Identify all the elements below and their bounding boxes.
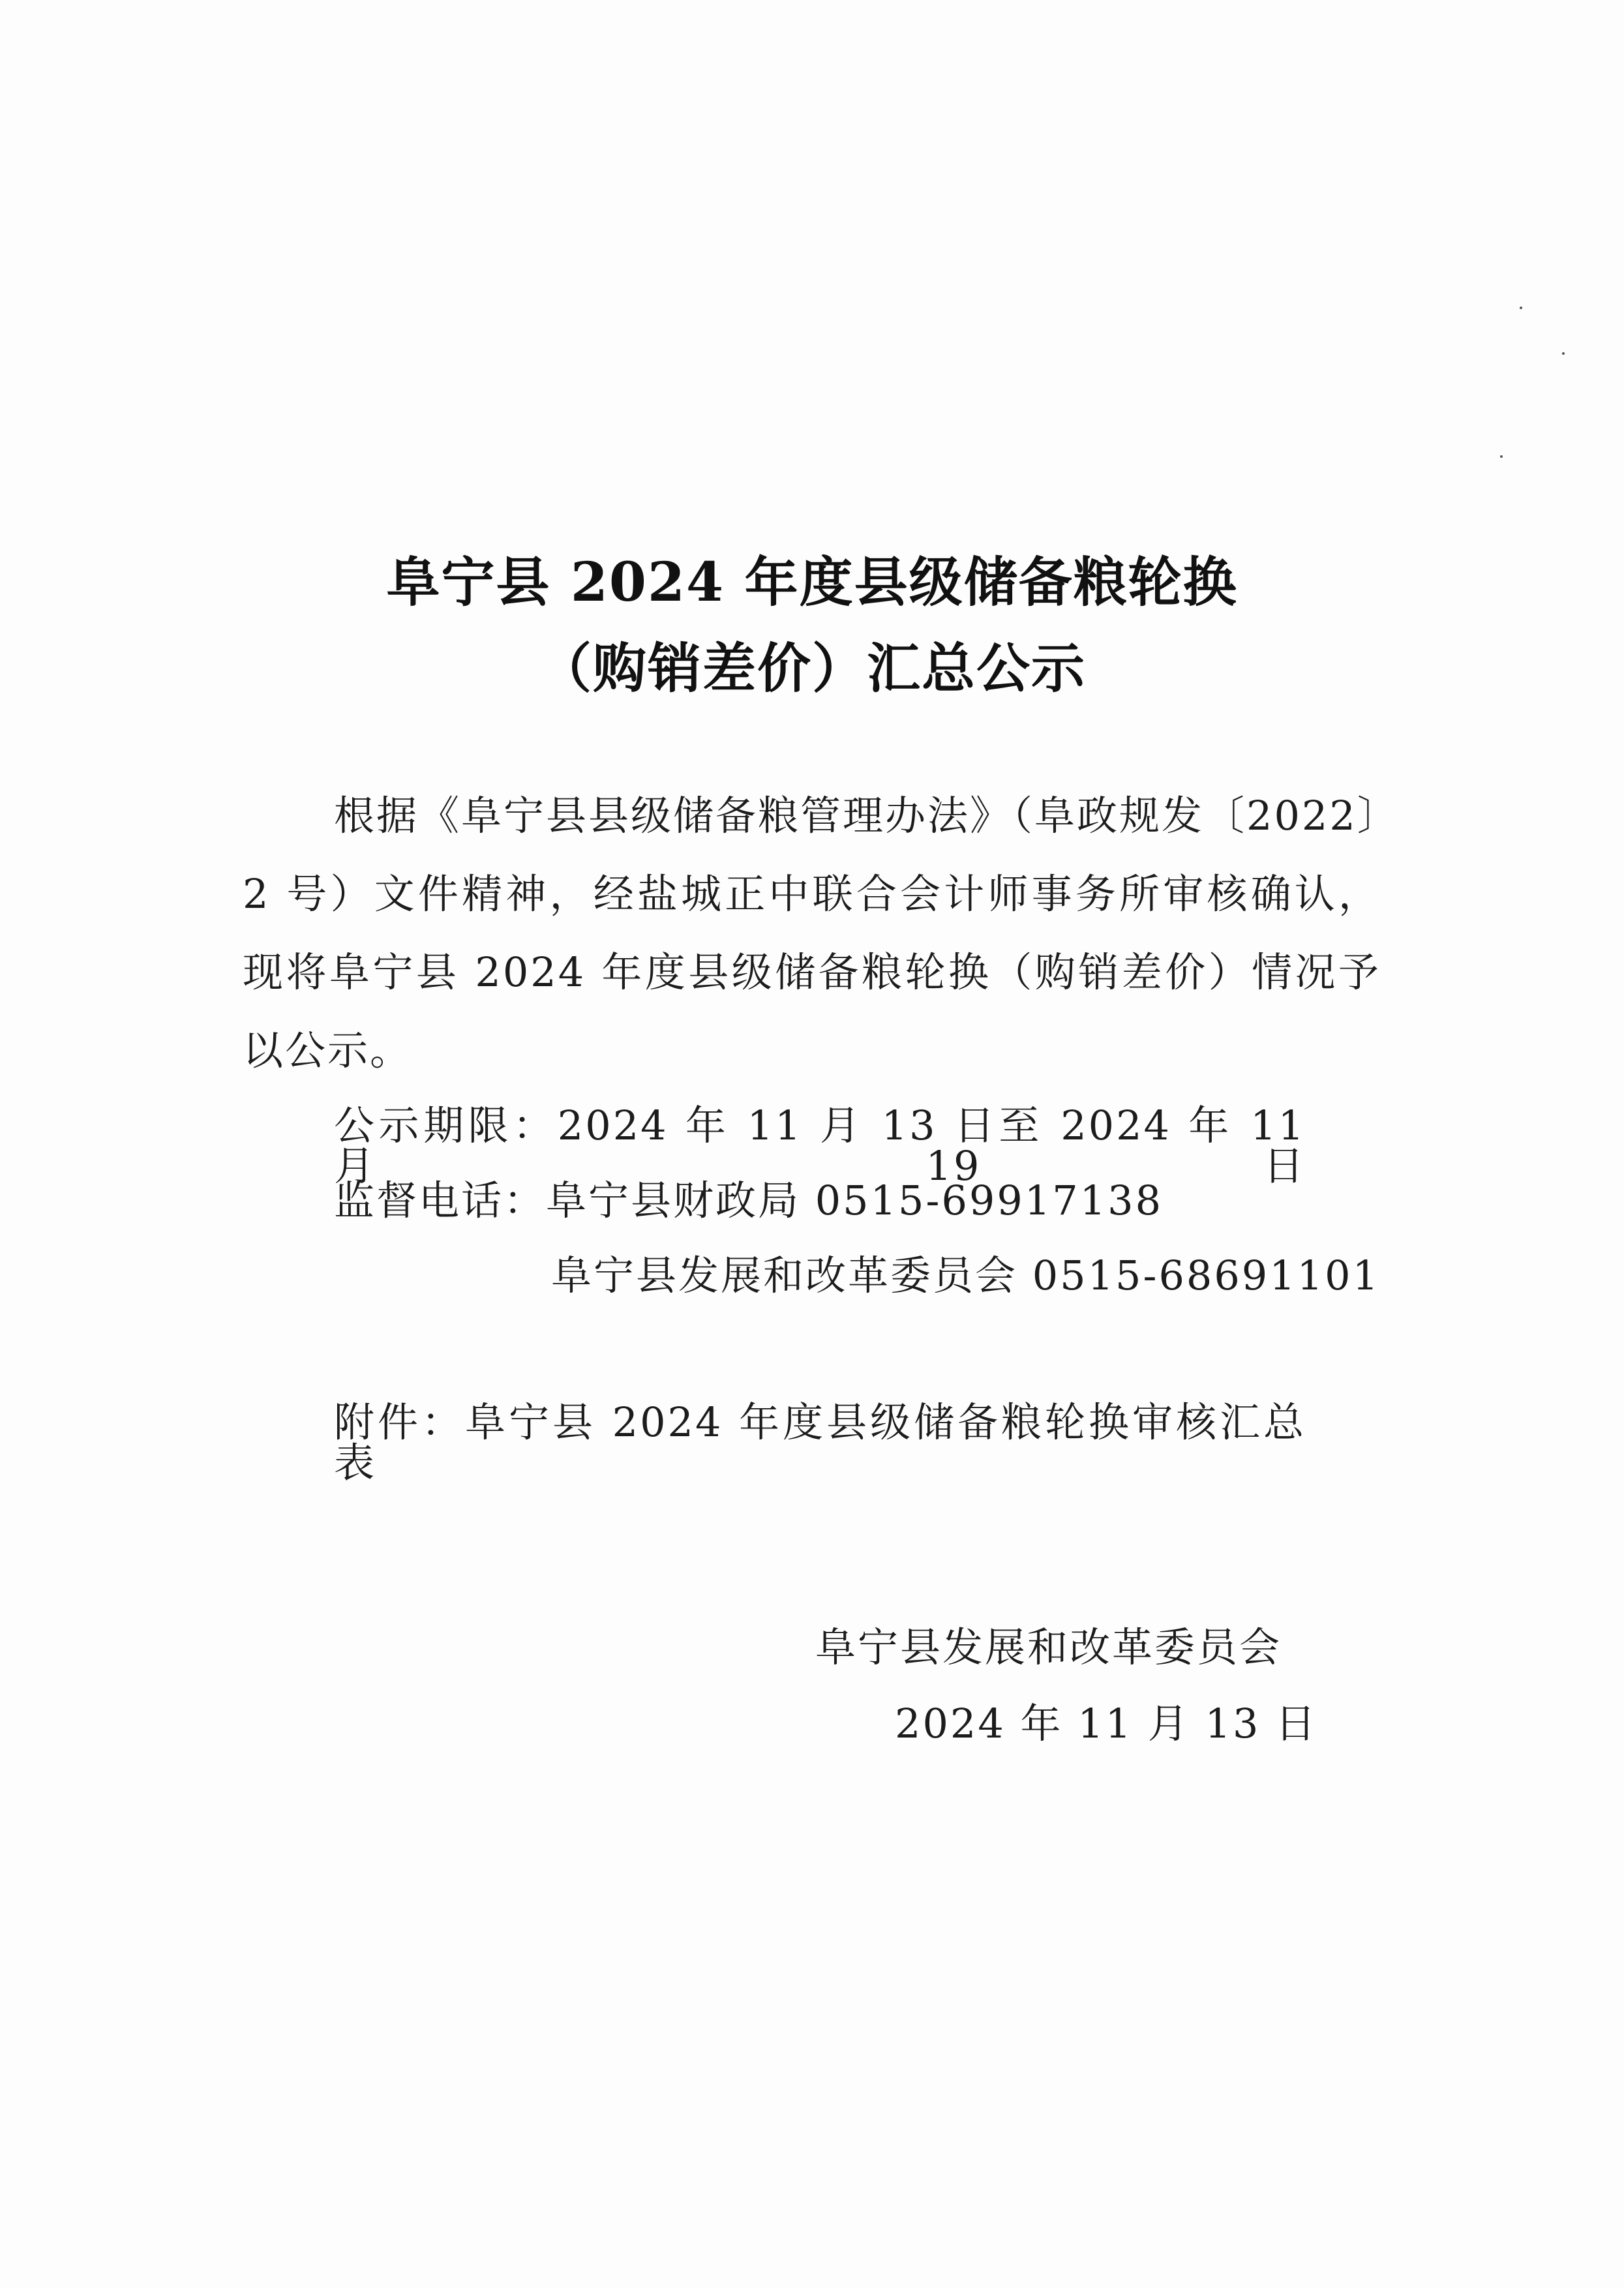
scan-speck	[1500, 455, 1503, 458]
signature-date: 2024 年 11 月 13 日	[895, 1700, 1318, 1747]
body-paragraph-line2: 2 号）文件精神，经盐城正中联合会计师事务所审核确认，	[243, 870, 1381, 918]
attachment-line: 附件：阜宁县 2024 年度县级储备粮轮换审核汇总表	[334, 1398, 1306, 1486]
body-paragraph-line3: 现将阜宁县 2024 年度县级储备粮轮换（购销差价）情况予	[243, 948, 1381, 996]
publicity-period: 公示期限：2024 年 11 月 13 日至 2024 年 11 月 19 日	[334, 1102, 1306, 1190]
body-paragraph-line4: 以公示。	[243, 1027, 413, 1074]
signature-organization: 阜宁县发展和改革委员会	[815, 1623, 1282, 1671]
document-title-line2: （购销差价）汇总公示	[537, 637, 1086, 700]
scan-speck	[1520, 307, 1522, 309]
supervision-phone-line1: 监督电话：阜宁县财政局 0515-69917138	[334, 1177, 1164, 1224]
supervision-phone-line2: 阜宁县发展和改革委员会 0515-68691101	[551, 1252, 1381, 1299]
scan-speck	[1562, 352, 1565, 355]
document-title-line1: 阜宁县 2024 年度县级储备粮轮换	[386, 551, 1238, 614]
body-paragraph-line1: 根据《阜宁县县级储备粮管理办法》（阜政规发〔2022〕	[334, 792, 1400, 839]
